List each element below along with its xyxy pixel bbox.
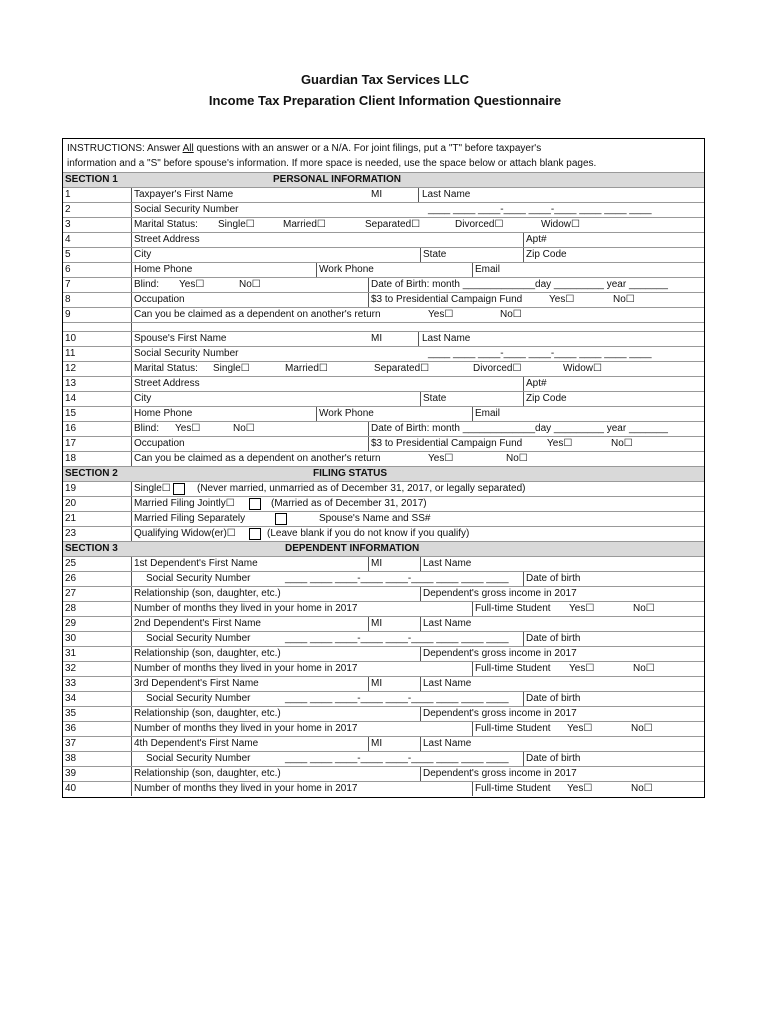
row-7: 7 Blind: Yes☐ No☐ Date of Birth: month _____________day _________ year _______ (63, 277, 704, 292)
qw-checkbox[interactable] (249, 528, 261, 540)
row-2: 2 Social Security Number ____ ____ ____-____ ____-____ ____ ____ ____ (63, 202, 704, 217)
row-40: 40 Number of months they lived in your home in 2017 Full-time Student Yes☐ No☐ (63, 781, 704, 796)
single-checkbox[interactable] (173, 483, 185, 495)
section-1-header: SECTION 1 PERSONAL INFORMATION (63, 172, 704, 187)
row-31: 31 Relationship (son, daughter, etc.) Dependent's gross income in 2017 (63, 646, 704, 661)
row-3: 3 Marital Status: Single☐ Married☐ Separated☐ Divorced☐ Widow☐ (63, 217, 704, 232)
row-14: 14 City State Zip Code (63, 391, 704, 406)
row-35: 35 Relationship (son, daughter, etc.) Dependent's gross income in 2017 (63, 706, 704, 721)
row-27: 27 Relationship (son, daughter, etc.) Dependent's gross income in 2017 (63, 586, 704, 601)
row-17: 17 Occupation $3 to Presidential Campaign Fund Yes☐ No☐ (63, 436, 704, 451)
row-29: 29 2nd Dependent's First Name MI Last Name (63, 616, 704, 631)
row-33: 33 3rd Dependent's First Name MI Last Name (63, 676, 704, 691)
spacer (63, 322, 704, 331)
section-2-header: SECTION 2 FILING STATUS (63, 466, 704, 481)
row-1: 1 Taxpayer's First Name MI Last Name (63, 187, 704, 202)
spouse-first-name[interactable]: Spouse's First Name (134, 333, 227, 344)
row-20: 20 Married Filing Jointly☐ (Married as of December 31, 2017) (63, 496, 704, 511)
row-9: 9 Can you be claimed as a dependent on another's return Yes☐ No☐ (63, 307, 704, 322)
row-6: 6 Home Phone Work Phone Email (63, 262, 704, 277)
row-5: 5 City State Zip Code (63, 247, 704, 262)
row-13: 13 Street Address Apt# (63, 376, 704, 391)
mfs-checkbox[interactable] (275, 513, 287, 525)
row-19: 19 Single☐ (Never married, unmarried as of December 31, 2017, or legally separated) (63, 481, 704, 496)
taxpayer-first-name[interactable]: Taxpayer's First Name (134, 189, 234, 200)
row-28: 28 Number of months they lived in your home in 2017 Full-time Student Yes☐ No☐ (63, 601, 704, 616)
row-12: 12 Marital Status: Single☐ Married☐ Separated☐ Divorced☐ Widow☐ (63, 361, 704, 376)
row-26: 26 Social Security Number ____ ____ ____-____ ____-____ ____ ____ ____ Date of birth (63, 571, 704, 586)
row-18: 18 Can you be claimed as a dependent on another's return Yes☐ No☐ (63, 451, 704, 466)
row-34: 34 Social Security Number ____ ____ ____-____ ____-____ ____ ____ ____ Date of birth (63, 691, 704, 706)
instructions: INSTRUCTIONS: Answer All questions with an answer or a N/A. For joint filings, put a "T" before taxpayer's information and a "S" before spouse's information. If more space is needed, use the space below or attach blank pages. (67, 143, 597, 169)
row-37: 37 4th Dependent's First Name MI Last Name (63, 736, 704, 751)
row-39: 39 Relationship (son, daughter, etc.) Dependent's gross income in 2017 (63, 766, 704, 781)
ssn-field[interactable]: ____ ____ ____-____ ____-____ ____ ____ ____ (428, 204, 652, 215)
form-title: Income Tax Preparation Client Information Questionnaire (208, 93, 562, 108)
section-3-header: SECTION 3 DEPENDENT INFORMATION (63, 541, 704, 556)
company-name: Guardian Tax Services LLC (300, 72, 470, 87)
row-15: 15 Home Phone Work Phone Email (63, 406, 704, 421)
mfj-checkbox[interactable] (249, 498, 261, 510)
row-21: 21 Married Filing Separately Spouse's Name and SS# (63, 511, 704, 526)
row-32: 32 Number of months they lived in your home in 2017 Full-time Student Yes☐ No☐ (63, 661, 704, 676)
questionnaire-form (62, 138, 705, 798)
row-10: 10 Spouse's First Name MI Last Name (63, 331, 704, 346)
row-16: 16 Blind: Yes☐ No☐ Date of Birth: month _____________day _________ year _______ (63, 421, 704, 436)
row-8: 8 Occupation $3 to Presidential Campaign Fund Yes☐ No☐ (63, 292, 704, 307)
row-38: 38 Social Security Number ____ ____ ____-____ ____-____ ____ ____ ____ Date of birth (63, 751, 704, 766)
row-11: 11 Social Security Number ____ ____ ____-____ ____-____ ____ ____ ____ (63, 346, 704, 361)
row-23: 23 Qualifying Widow(er)☐ (Leave blank if you do not know if you qualify) (63, 526, 704, 541)
row-4: 4 Street Address Apt# (63, 232, 704, 247)
row-25: 25 1st Dependent's First Name MI Last Name (63, 556, 704, 571)
row-36: 36 Number of months they lived in your home in 2017 Full-time Student Yes☐ No☐ (63, 721, 704, 736)
row-30: 30 Social Security Number ____ ____ ____-____ ____-____ ____ ____ ____ Date of birth (63, 631, 704, 646)
